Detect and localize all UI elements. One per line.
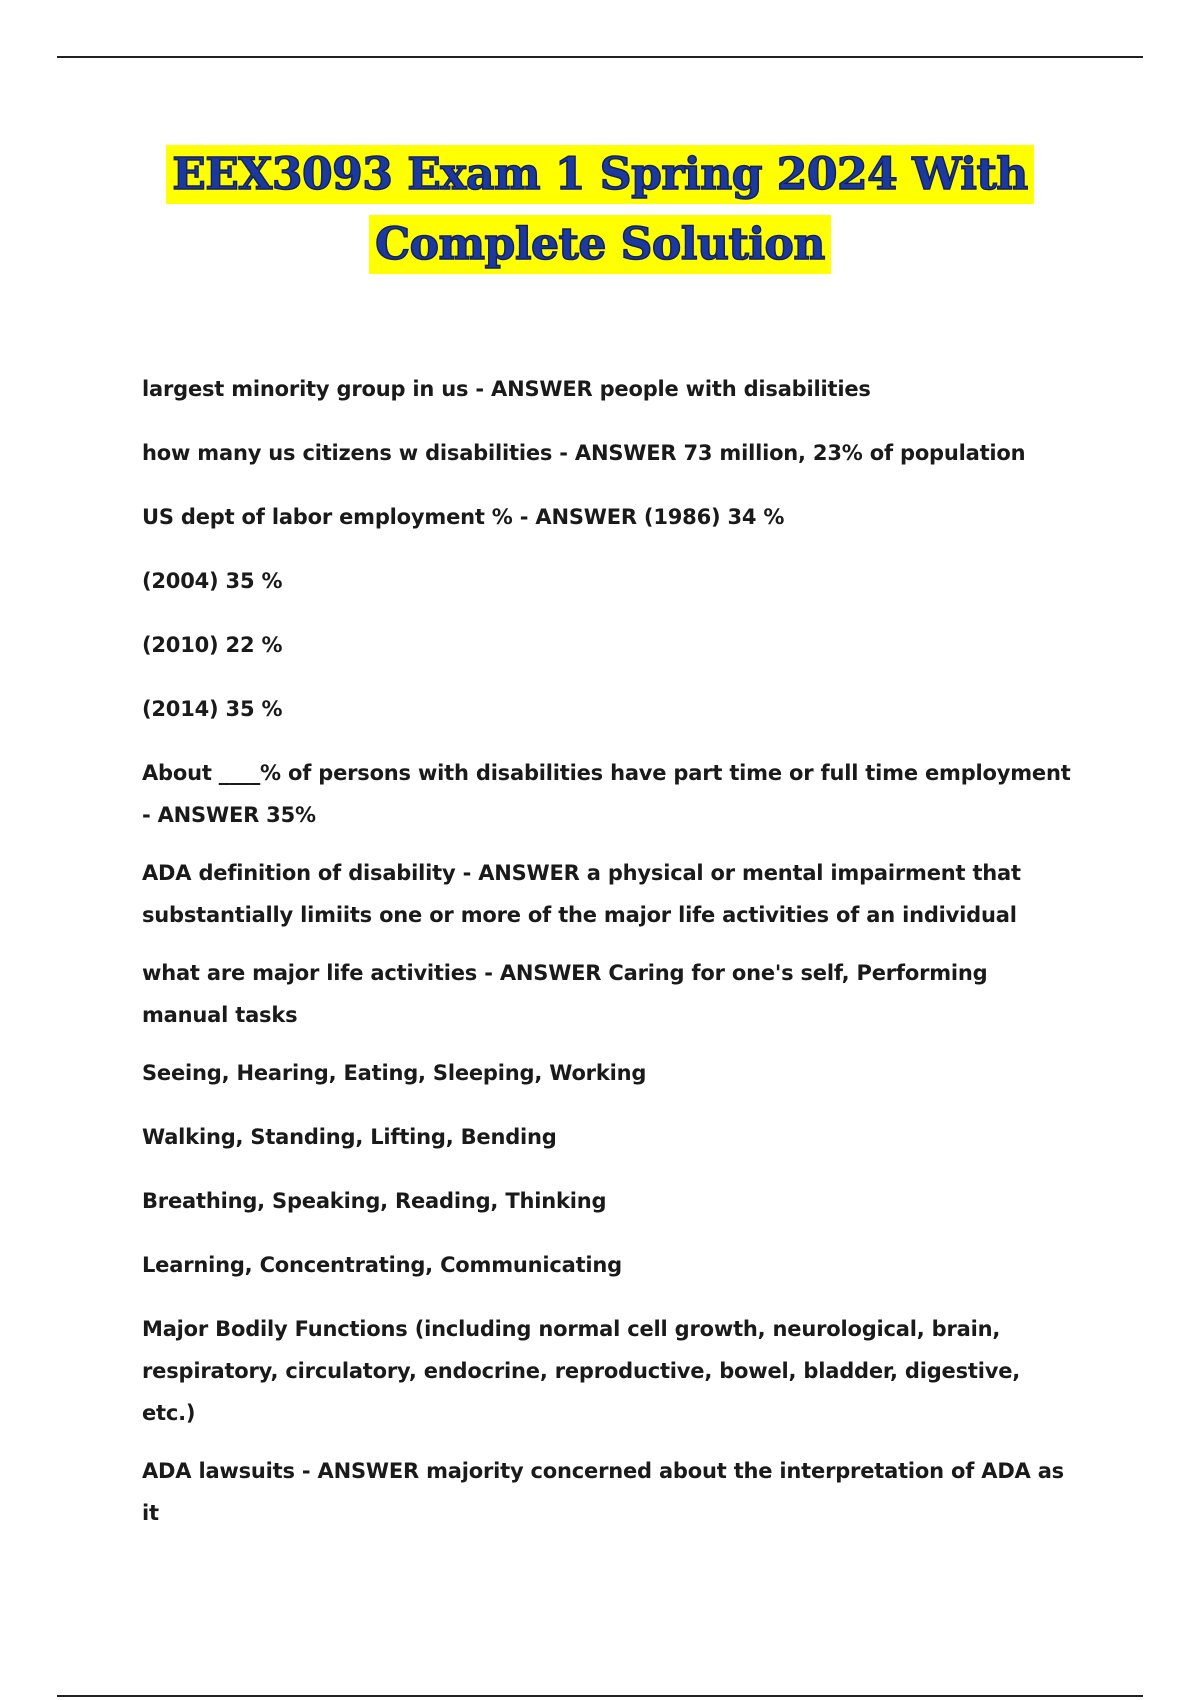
footer-rule (57, 1695, 1143, 1697)
qa-paragraph: Major Bodily Functions (including normal cell growth, neurological, brain, respiratory, circulatory, endocrine, reproductive, bowel, bladder, digestive, etc.) (142, 1317, 1021, 1425)
qa-paragraph: Breathing, Speaking, Reading, Thinking (142, 1189, 607, 1213)
qa-paragraph: Seeing, Hearing, Eating, Sleeping, Working (142, 1061, 647, 1085)
qa-paragraph: largest minority group in us - ANSWER people with disabilities (142, 377, 871, 401)
qa-content (142, 368, 1072, 1556)
qa-paragraph: (2014) 35 % (142, 697, 283, 721)
qa-paragraph: (2004) 35 % (142, 569, 283, 593)
qa-paragraph: Learning, Concentrating, Communicating (142, 1253, 623, 1277)
qa-paragraph: ADA lawsuits - ANSWER majority concerned about the interpretation of ADA as it (142, 1459, 1064, 1525)
document-title (0, 140, 1200, 280)
qa-paragraph: US dept of labor employment % - ANSWER (1986) 34 % (142, 505, 785, 529)
header-rule (57, 56, 1143, 58)
qa-paragraph: (2010) 22 % (142, 633, 283, 657)
title-line-1: EEX3093 Exam 1 Spring 2024 With (166, 145, 1034, 204)
qa-paragraph: how many us citizens w disabilities - ANSWER 73 million, 23% of population (142, 441, 1026, 465)
qa-paragraph: About ____% of persons with disabilities have part time or full time employment - ANSWER 35% (142, 761, 1071, 827)
qa-paragraph: ADA definition of disability - ANSWER a physical or mental impairment that substantially limiits one or more of the major life activities of an individual (142, 861, 1021, 927)
title-line-2: Complete Solution (369, 215, 831, 274)
qa-paragraph: Walking, Standing, Lifting, Bending (142, 1125, 557, 1149)
qa-paragraph: what are major life activities - ANSWER Caring for one's self, Performing manual tasks (142, 961, 988, 1027)
